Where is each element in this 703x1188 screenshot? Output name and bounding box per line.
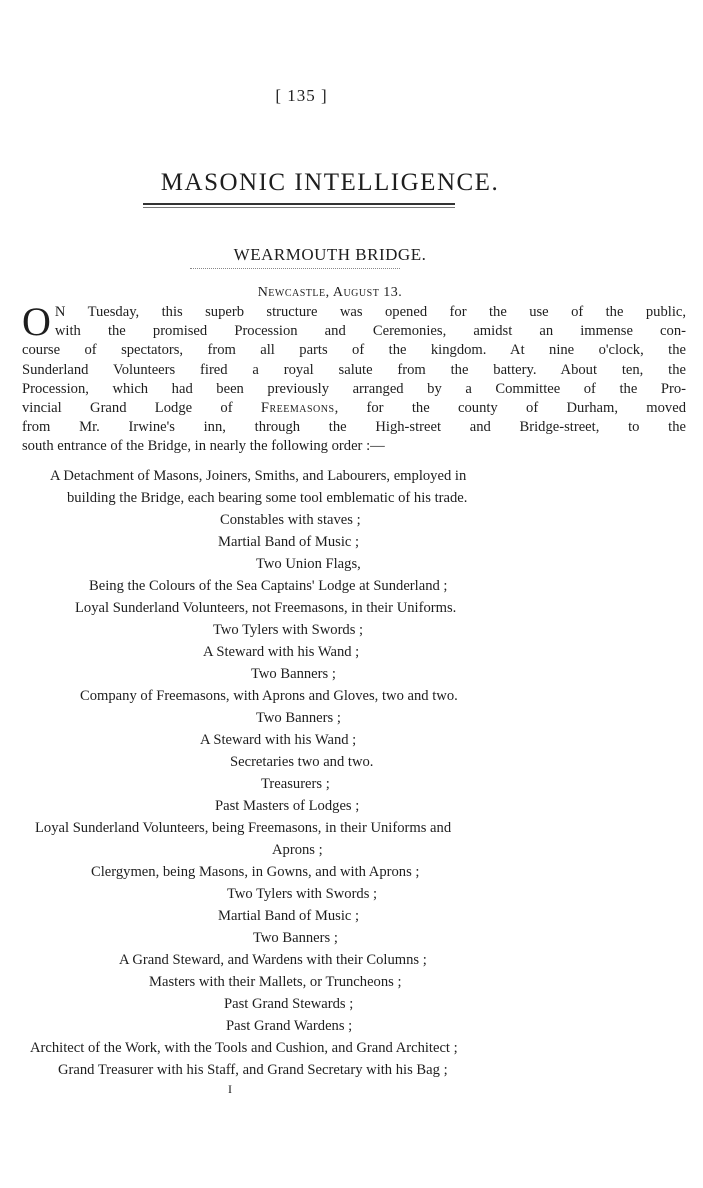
procession-line: Past Grand Wardens ; bbox=[226, 1018, 353, 1034]
procession-line: Martial Band of Music ; bbox=[218, 908, 360, 924]
article-title: WEARMOUTH BRIDGE. bbox=[233, 245, 427, 264]
section-title: MASONIC INTELLIGENCE. bbox=[160, 169, 500, 196]
procession-line: Two Union Flags, bbox=[256, 556, 361, 572]
page-number: [ 135 ] bbox=[275, 86, 328, 105]
procession-line: Constables with staves ; bbox=[220, 512, 361, 528]
article-title-underline bbox=[190, 268, 400, 269]
paragraph-line: Sunderland Volunteers fired a royal salute from the battery. About ten, the bbox=[22, 361, 686, 378]
procession-line: A Detachment of Masons, Joiners, Smiths, and Labourers, employed in bbox=[50, 468, 467, 484]
procession-line: A Steward with his Wand ; bbox=[200, 732, 357, 748]
procession-line: Architect of the Work, with the Tools and Cushion, and Grand Architect ; bbox=[30, 1040, 458, 1056]
paragraph-line: south entrance of the Bridge, in nearly the following order :— bbox=[22, 438, 385, 455]
procession-line: A Grand Steward, and Wardens with their Columns ; bbox=[119, 952, 427, 968]
dateline: Newcastle, August 13. bbox=[257, 285, 403, 300]
procession-line: Martial Band of Music ; bbox=[218, 534, 360, 550]
procession-line: Loyal Sunderland Volunteers, being Freemasons, in their Uniforms and bbox=[35, 820, 452, 836]
paragraph-line: N Tuesday, this superb structure was opened for the use of the public, bbox=[54, 304, 686, 320]
procession-line: Masters with their Mallets, or Truncheons ; bbox=[149, 974, 402, 990]
procession-line: Two Banners ; bbox=[251, 666, 336, 682]
procession-line: Aprons ; bbox=[272, 842, 323, 858]
procession-line: Two Banners ; bbox=[253, 930, 338, 946]
procession-line: Past Grand Stewards ; bbox=[224, 996, 354, 1012]
procession-line: Past Masters of Lodges ; bbox=[215, 798, 360, 814]
procession-line: building the Bridge, each bearing some tool emblematic of his trade. bbox=[67, 490, 468, 506]
procession-line: A Steward with his Wand ; bbox=[203, 644, 360, 660]
procession-line: Being the Colours of the Sea Captains' Lodge at Sunderland ; bbox=[89, 578, 448, 594]
procession-line: Company of Freemasons, with Aprons and Gloves, two and two. bbox=[80, 688, 458, 704]
procession-line: Two Tylers with Swords ; bbox=[213, 622, 364, 638]
procession-line: Secretaries two and two. bbox=[230, 754, 374, 770]
paragraph-line: vincial Grand Lodge of Freemasons, for the county of Durham, moved bbox=[22, 400, 686, 417]
paragraph-line: with the promised Procession and Ceremonies, amidst an immense con- bbox=[54, 323, 686, 340]
procession-line: Grand Treasurer with his Staff, and Grand Secretary with his Bag ; bbox=[58, 1062, 448, 1078]
paragraph-line: from Mr. Irwine's inn, through the High-street and Bridge-street, to the bbox=[22, 419, 686, 436]
drop-cap: O bbox=[22, 299, 51, 344]
procession-line: Clergymen, being Masons, in Gowns, and with Aprons ; bbox=[91, 864, 420, 880]
procession-line: Treasurers ; bbox=[261, 776, 330, 792]
procession-line: Two Banners ; bbox=[256, 710, 341, 726]
catchword: I bbox=[228, 1082, 232, 1096]
intro-paragraph bbox=[22, 299, 686, 457]
paragraph-line: Procession, which had been previously arranged by a Committee of the Pro- bbox=[22, 380, 686, 397]
procession-line: Two Tylers with Swords ; bbox=[227, 886, 378, 902]
title-rule bbox=[143, 203, 455, 208]
procession-line: Loyal Sunderland Volunteers, not Freemasons, in their Uniforms. bbox=[75, 600, 457, 616]
paragraph-line: course of spectators, from all parts of the kingdom. At nine o'clock, the bbox=[22, 342, 686, 359]
